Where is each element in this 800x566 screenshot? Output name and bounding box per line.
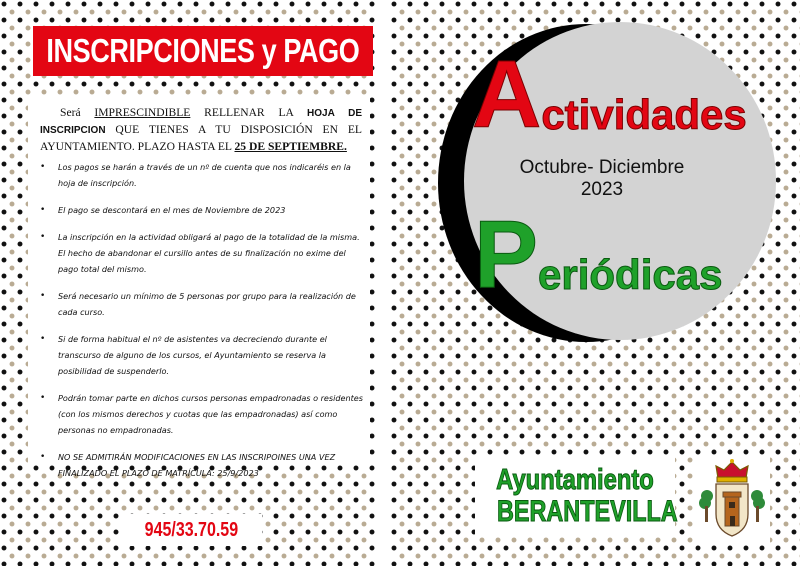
list-item [36,159,364,191]
rule-text: El pago se descontará en el mes de Noviembre de 2023 [58,205,286,215]
phone-number: 945/33.70.59 [144,518,238,541]
registration-info-box [28,95,370,478]
town-hall-label: Ayuntamiento [496,464,654,496]
coat-of-arms-graphic [694,456,770,544]
intro-deadline: 25 DE SEPTIEMBRE. [234,140,347,153]
rule-text: Será necesario un mínimo de 5 personas por grupo para la realización de cada curso. [58,291,356,317]
registration-title-banner [33,26,373,76]
rules-list [28,159,370,481]
rule-text: Los pagos se harán a través de un nº de cuenta que nos indicaréis en la hoja de inscripción. [58,162,351,188]
coat-of-arms-icon [694,456,770,544]
list-item [36,288,364,320]
date-range [472,157,732,201]
bullet-icon: • [40,232,46,242]
periodicas-initial: P [474,201,539,308]
intro-text-3: QUE TIENES A TU DISPOSICIÓN EN EL AYUNTAMIENTO. PLAZO HASTA EL [40,123,362,153]
intro-imprescindible: IMPRESCINDIBLE [94,106,191,119]
bullet-icon: • [40,334,46,344]
rule-text: NO SE ADMITIRÁN MODIFICACIONES EN LAS INSCRIPOINES UNA VEZ FINALIZADO EL PLAZO DE MATRÍCULA: 25/9/2023 [58,452,336,478]
fold-divider [377,0,391,566]
periodicas-rest: eriódicas [538,251,723,298]
rule-text: Podrán tomar parte en dichos cursos personas empadronadas o residentes (con los mismos derechos y cuotas que las empadronadas) así como personas no empadronadas. [58,393,363,435]
bullet-icon: • [40,205,46,215]
registration-title: INSCRIPCIONES y PAGO [46,32,360,69]
town-name: BERANTEVILLA [497,495,678,528]
intro-text-2: RELLENAR LA [190,106,308,119]
list-item [36,229,364,277]
bullet-icon: • [40,162,46,172]
list-item [36,202,364,218]
list-item [36,331,364,379]
list-item [36,390,364,438]
town-hall-box [475,457,678,537]
actividades-initial: A [472,41,542,148]
bullet-icon: • [40,291,46,301]
date-range-year: 2023 [580,179,624,200]
periodicas-title [474,201,723,308]
bullet-icon: • [40,393,46,403]
phone-box [120,514,262,546]
list-item [36,449,364,481]
actividades-title [472,41,747,148]
intro-hoja: HOJA DE INSCRIPCION [40,108,362,136]
actividades-rest: ctividades [541,91,747,138]
intro-text: Será [60,106,95,119]
bullet-icon: • [40,452,46,462]
date-range-months: Octubre- Diciembre [519,157,685,178]
rule-text: Si de forma habitual el nº de asistentes va decreciendo durante el transcurso de alguno de los cursos, el Ayuntamiento se reserva la posibilidad de suspenderlo. [58,334,327,376]
intro-paragraph [28,95,370,159]
rule-text: La inscripción en la actividad obligará al pago de la totalidad de la misma. El hecho de abandonar el cursillo antes de su finalización no exime del pago total del mismo. [58,232,360,274]
